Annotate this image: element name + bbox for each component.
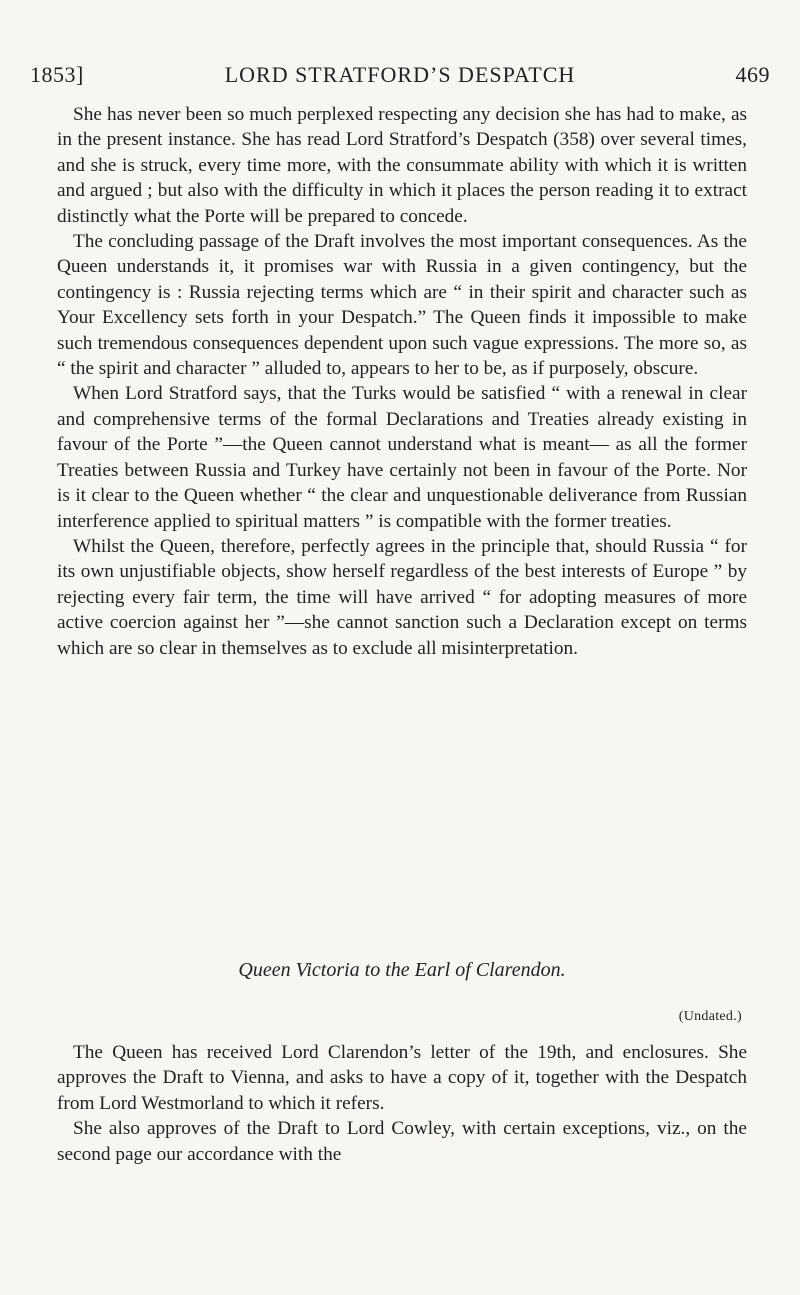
paragraph: When Lord Stratford says, that the Turks would be satisfied “ with a renewal in clear and comprehensive terms of the formal Declarations and Treaties already existing in favour of the Porte ”—the Queen cannot understand what is meant— as all the former Treaties between Russia and Turkey have certainly not been in favour of the Porte. Nor is it clear to the Queen whether “ the clear and unquestionable deliverance from Russian interference applied to spiritual matters ” is compatible with the former treaties.: [57, 383, 747, 532]
letter-dateline: (Undated.): [678, 1009, 742, 1024]
paragraph: She also approves of the Draft to Lord Cowley, with certain exceptions, viz., on the second page our accordance with the: [57, 1118, 747, 1165]
letter-body: [57, 1040, 747, 1167]
paragraph: The Queen has received Lord Clarendon’s letter of the 19th, and enclosures. She approves the Draft to Vienna, and asks to have a copy of it, together with the Despatch from Lord Westmorland to which it refers.: [57, 1042, 747, 1114]
paragraph: Whilst the Queen, therefore, perfectly agrees in the principle that, should Russia “ for its own unjustifiable objects, show herself regardless of the best interests of Europe ” by rejecting every fair term, the time will have arrived “ for adopting measures of more active coercion against her ”—she cannot sanction such a Declaration except on terms which are so clear in themselves as to exclude all misinterpretation.: [57, 535, 747, 659]
running-head-year: 1853]: [30, 62, 84, 87]
paragraph: She has never been so much perplexed respecting any decision she has had to make, as in the present instance. She has read Lord Stratford’s Despatch (358) over several times, and she is struck, every time more, with the consummate ability with which it is written and argued ; but also with the difficulty in which it places the person reading it to extract distinctly what the Porte will be prepared to concede.: [57, 104, 747, 227]
paragraph: The concluding passage of the Draft involves the most important consequences. As the Queen understands it, it promises war with Russia in a given contingency, but the contingency is : Russia rejecting terms which are “ in their spirit and character such as Your Excellency sets forth in your Despatch.” The Queen finds it impossible to make such tremendous consequences dependent upon such vague expressions. The more so, as “ the spirit and character ” alluded to, appears to her to be, as if purposely, obscure.: [57, 231, 747, 380]
running-head-title: LORD STRATFORD’S DESPATCH: [224, 62, 576, 87]
letter-heading: Queen Victoria to the Earl of Clarendon.: [238, 959, 566, 981]
body-text: [57, 102, 747, 661]
running-head: [30, 62, 770, 92]
page-number: 469: [735, 62, 770, 87]
